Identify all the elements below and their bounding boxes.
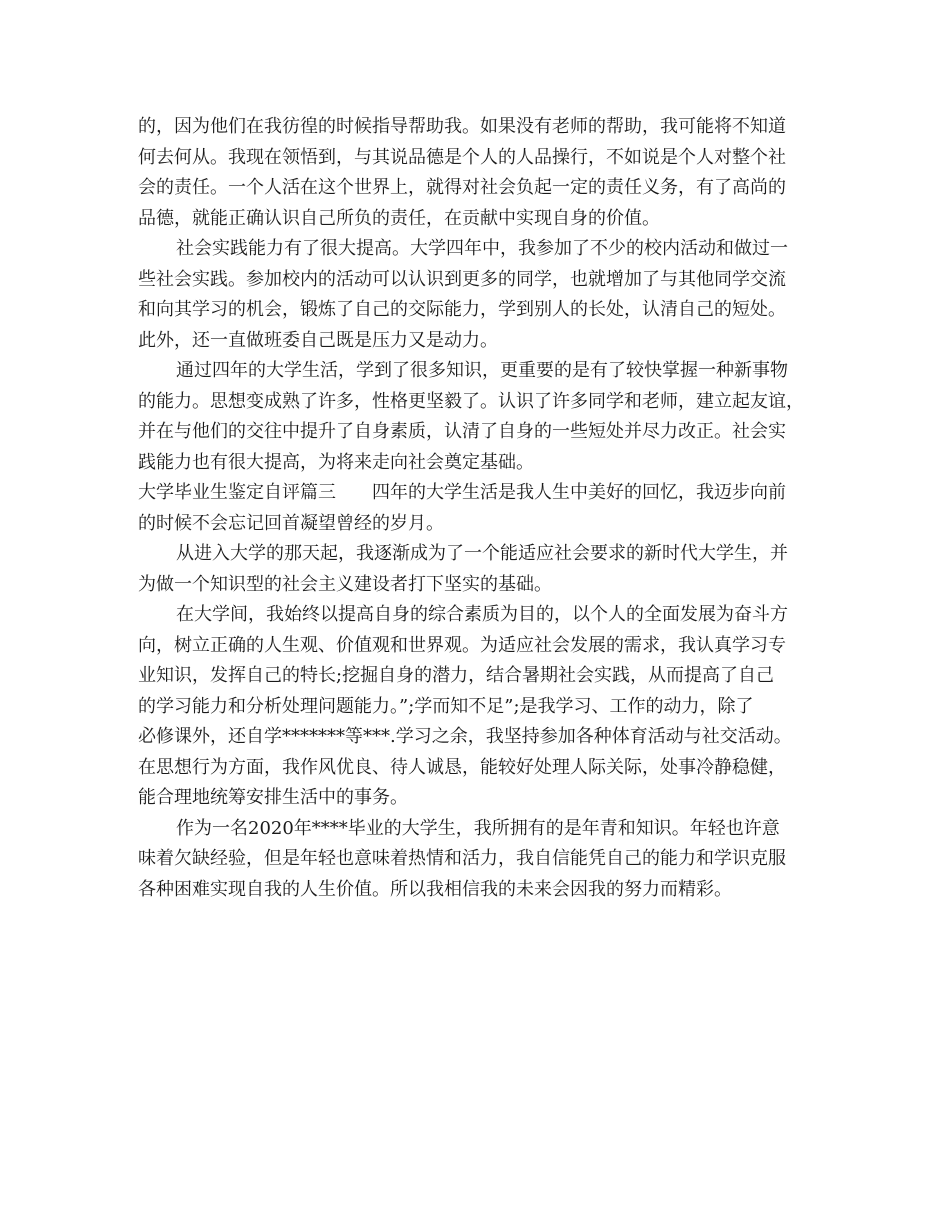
text-line-1: 的，因为他们在我彷徨的时候指导帮助我。如果没有老师的帮助，我可能将不知道 xyxy=(138,116,786,137)
text-line-20: 的学习能力和分析处理问题能力。”;学而知不足”;是我学习、工作的动力，除了 xyxy=(138,695,754,717)
text-line-26: 各种困难实现自我的人生价值。所以我相信我的未来会因我的努力而精彩。 xyxy=(138,878,732,900)
text-line-16: 为做一个知识型的社会主义建设者打下坚实的基础。 xyxy=(138,573,552,595)
text-line-6: 些社会实践。参加校内的活动可以认识到更多的同学，也就增加了与其他同学交流 xyxy=(138,268,786,290)
text-line-22: 在思想行为方面，我作风优良、待人诚恳，能较好处理人际关际，处事冷静稳健， xyxy=(138,756,786,778)
text-line-7: 和向其学习的机会，锻炼了自己的交际能力，学到别人的长处，认清自己的短处。 xyxy=(138,299,786,320)
text-line-8: 此外，还一直做班委自己既是压力又是动力。 xyxy=(138,329,498,351)
section-heading-line: 大学毕业生鉴定自评篇三 四年的大学生活是我人生中美好的回忆，我迈步向前 xyxy=(138,482,786,503)
text-line-4: 品德，就能正确认识自己所负的责任，在贡献中实现自身的价值。 xyxy=(138,207,660,229)
text-line-10: 的能力。思想变成熟了许多，性格更坚毅了。认识了许多同学和老师，建立起友谊， xyxy=(138,390,804,412)
text-line-12: 践能力也有很大提高，为将来走向社会奠定基础。 xyxy=(138,451,534,473)
text-line-5: 社会实践能力有了很大提高。大学四年中，我参加了不少的校内活动和做过一 xyxy=(176,238,788,259)
text-line-19: 业知识，发挥自己的特长;挖掘自身的潜力，结合暑期社会实践，从而提高了自己 xyxy=(138,665,775,686)
text-line-23: 能合理地统筹安排生活中的事务。 xyxy=(138,787,408,808)
text-line-24: 作为一名2020年****毕业的大学生，我所拥有的是年青和知识。年轻也许意 xyxy=(176,817,780,839)
text-line-9: 通过四年的大学生活，学到了很多知识，更重要的是有了较快掌握一种新事物 xyxy=(176,360,788,381)
text-line-11: 并在与他们的交往中提升了自身素质，认清了自身的一些短处并尽力改正。社会实 xyxy=(138,421,786,442)
text-line-17: 在大学间，我始终以提高自身的综合素质为目的，以个人的全面发展为奋斗方 xyxy=(176,604,788,625)
text-line-2: 何去何从。我现在领悟到，与其说品德是个人的人品操行，不如说是个人对整个社 xyxy=(138,146,786,168)
text-line-18: 向，树立正确的人生观、价值观和世界观。为适应社会发展的需求，我认真学习专 xyxy=(138,634,786,656)
text-line-3: 会的责任。一个人活在这个世界上，就得对社会负起一定的责任义务，有了高尚的 xyxy=(138,177,786,198)
text-line-14: 的时候不会忘记回首凝望曾经的岁月。 xyxy=(138,512,444,534)
text-line-15: 从进入大学的那天起，我逐渐成为了一个能适应社会要求的新时代大学生，并 xyxy=(176,543,788,564)
text-line-21: 必修课外，还自学*******等***.学习之余，我坚持参加各种体育活动与社交活动。 xyxy=(138,726,792,747)
document-body xyxy=(138,112,828,905)
text-line-25: 味着欠缺经验，但是年轻也意味着热情和活力，我自信能凭自己的能力和学识克服 xyxy=(138,848,786,869)
